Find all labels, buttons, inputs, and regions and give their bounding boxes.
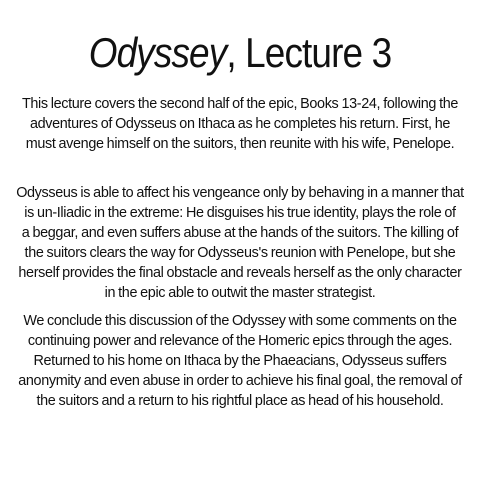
title-rest-part: , Lecture 3 [226, 29, 392, 76]
text-line: Returned to his home on Ithaca by the Phaeacians, Odysseus suffers [33, 353, 447, 369]
text-line: adventures of Odysseus on Ithaca as he completes his return. First, he [29, 116, 451, 132]
paragraph-vengeance [14, 183, 466, 303]
text-line: We conclude this discussion of the Odyssey with some comments on the [23, 313, 457, 329]
text-line: is un-Iliadic in the extreme: He disguises his true identity, plays the role of [24, 205, 456, 221]
text-line: in the epic able to outwit the master strategist. [104, 285, 376, 301]
text-line: the suitors clears the way for Odysseus's reunion with Penelope, but she [24, 245, 456, 261]
text-line: continuing power and relevance of the Homeric epics through the ages. [27, 333, 453, 349]
text-line: herself provides the final obstacle and reveals herself as the only character [18, 265, 462, 281]
text-line: a beggar, and even suffers abuse at the hands of the suitors. The killing of [21, 225, 459, 241]
text-line: Odysseus is able to affect his vengeance only by behaving in a manner that [16, 185, 464, 201]
paragraph-conclusion [14, 311, 466, 411]
paragraph-intro [14, 94, 466, 154]
text-line: This lecture covers the second half of the epic, Books 13-24, following the [21, 96, 459, 112]
text-line: the suitors and a return to his rightful place as head of his household. [36, 393, 444, 409]
title-italic-part: Odyssey [88, 29, 227, 76]
text-line: anonymity and even abuse in order to achieve his final goal, the removal of [18, 373, 462, 389]
text-line: must avenge himself on the suitors, then reunite with his wife, Penelope. [25, 136, 455, 152]
page-title [29, 28, 451, 78]
